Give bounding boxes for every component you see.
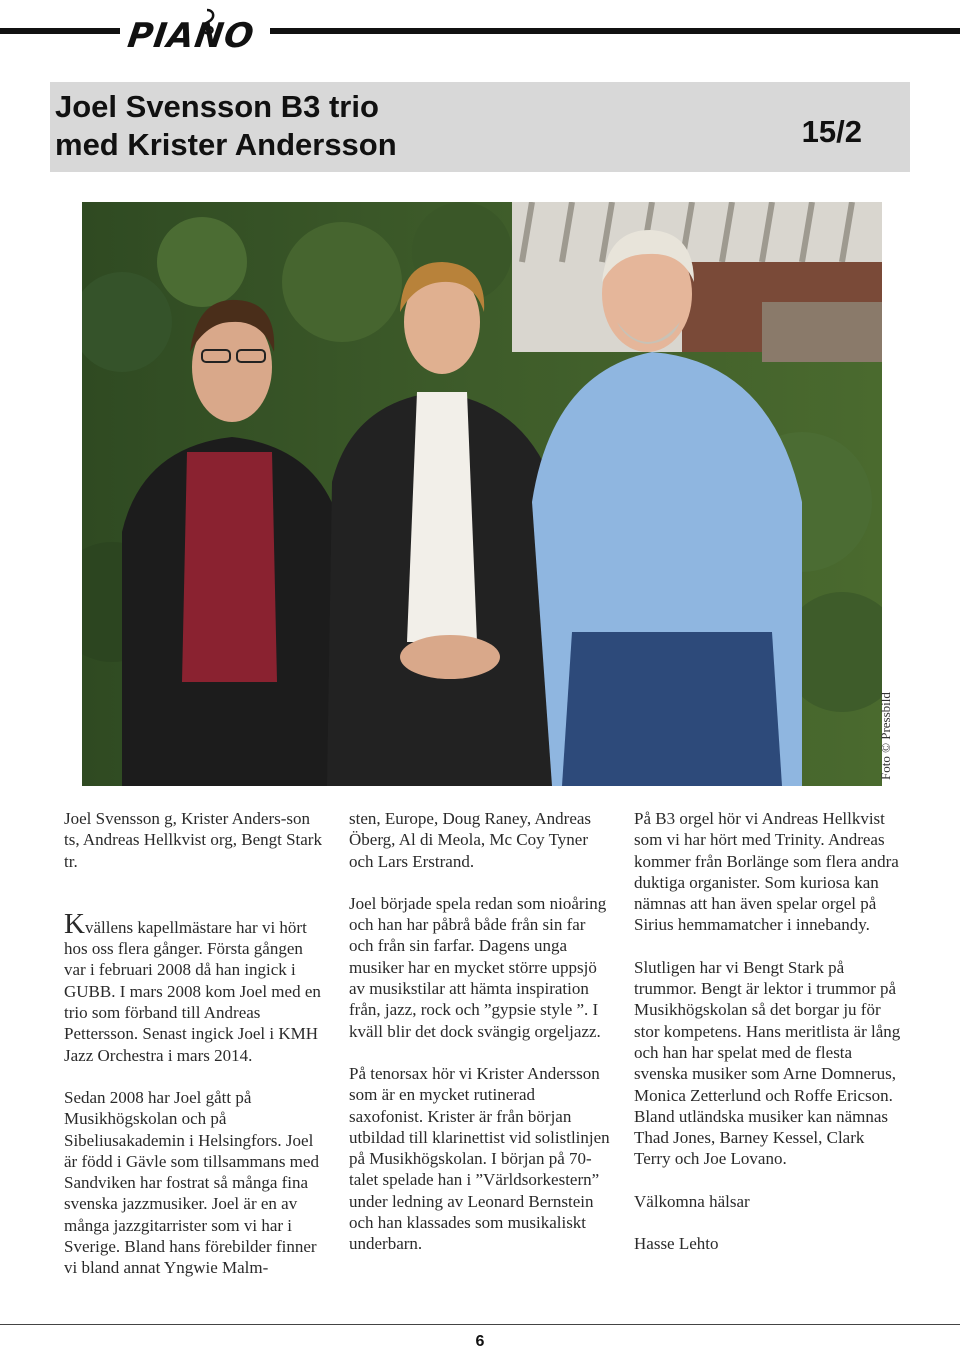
drop-cap: K [64, 907, 85, 940]
logo-text: PIANO [125, 16, 258, 56]
paragraph: Slutligen har vi Bengt Stark på trummor. Bengt är lektor i trummor på Musikhögskolan så det borgar ju för stor kompetens. Hans meritlista är lång och han har spelat med de flesta svenska musiker som Arne Domnerus, Monica Zetterlund och Roffe Ericson. Bland utländska musiker kan nämnas Thad Jones, Barney Kessel, Clark Terry och Joe Lovano. [634, 957, 901, 1169]
photo-caption: Joel Svensson g, Krister Anders-son ts, Andreas Hellkvist org, Bengt Stark tr. [64, 809, 322, 871]
paragraph: Joel började spela redan som nioåring och han har påbrå både från sin far och från sin farfar. Dagens unga musiker har en mycket större uppsjö av musikstilar att hämta inspiration från, jazz, rock och ”gypsie style ”. I kväll blir det dock svängig orgeljazz. [349, 893, 607, 1041]
concert-date: 15/2 [801, 114, 862, 149]
intro-paragraph: Kvällens kapellmästare har vi hört hos oss flera gånger. Första gången var i februari 2008 då han ingick i GUBB. I mars 2008 kom Joel med en trio som förband till Andreas Pettersson. Senast ingick Joel i KMH Jazz Orchestra i mars 2014. [64, 907, 321, 1065]
paragraph: Sedan 2008 har Joel gått på Musikhögskolan och på Sibeliusakademin i Helsingfors. Joel är född i Gävle som tillsammans med Sandviken har fostrat så många fina svenska jazzmusiker. Joel är en av många jazzgitarrister som vi har i Sverige. Bland hans förebilder finner vi bland annat Yngwie Malm- [64, 1087, 319, 1278]
signature: Hasse Lehto [634, 1234, 719, 1254]
title-bar [50, 82, 910, 172]
column-2 [349, 808, 611, 1276]
greeting: Välkomna hälsar [634, 1191, 750, 1211]
page-number: 6 [475, 1333, 485, 1350]
piano-logo [120, 6, 270, 58]
clef-icon [192, 8, 222, 38]
column-3 [634, 808, 902, 1275]
band-photo [82, 202, 882, 786]
paragraph: sten, Europe, Doug Raney, Andreas Öberg, Al di Meola, Mc Coy Tyner och Lars Erstrand. [349, 809, 592, 871]
paragraph: På B3 orgel hör vi Andreas Hellkvist som vi har hört med Trinity. Andreas kommer från Borlänge som flera andra duktiga organister. Som kuriosa kan nämnas att han även spelar orgel på Sirius hemmamatcher i innebandy. [634, 809, 899, 935]
column-1 [64, 808, 326, 1300]
article-title: Joel Svensson B3 trio med Krister Andersson [55, 89, 397, 162]
footer-rule [0, 1324, 960, 1325]
band-photo-image [82, 202, 882, 786]
paragraph: På tenorsax hör vi Krister Andersson som är en mycket rutinerad saxofonist. Krister är från början utbildad till klarinettist vid solistlinjen på Musikhögskolan. I början på 70-talet spelade han i ”Världsorkestern” under ledning av Leonard Bernstein och han klassades som musikaliskt underbarn. [349, 1063, 610, 1254]
photo-credit: Foto © Pressbild [878, 692, 893, 780]
